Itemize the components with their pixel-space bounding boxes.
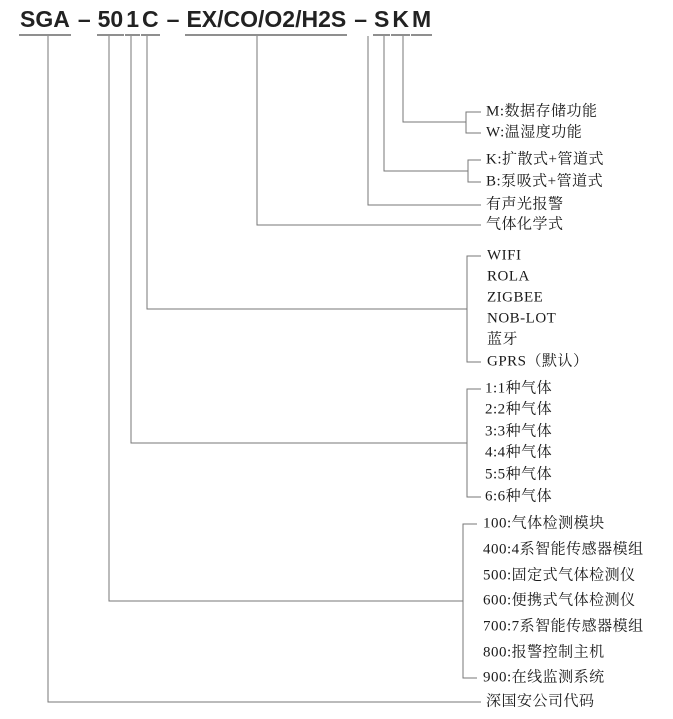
segment-sampling-type: K (391, 6, 410, 36)
label-series-100: 100:气体检测模块 (483, 515, 605, 532)
label-series-800: 800:报警控制主机 (483, 644, 605, 661)
segment-alarm: S (373, 6, 390, 36)
label-series-700: 700:7系智能传感器模组 (483, 618, 644, 635)
bracket-m-w (466, 112, 481, 133)
line-m-to-bracket (403, 36, 466, 122)
label-series-900: 900:在线监测系统 (483, 669, 605, 686)
segment-dash-3: – (354, 6, 368, 32)
label-comm-nob-lot: NOB-LOT (487, 310, 557, 327)
segment-function: M (411, 6, 432, 36)
segment-gas-count: 1 (125, 6, 140, 36)
line-series-to-bracket (109, 36, 463, 601)
label-comm-gprs: GPRS（默认） (487, 353, 589, 370)
line-sga-to-company-code (48, 36, 481, 702)
line-formula-to-label (257, 36, 481, 225)
label-comm-zigbee: ZIGBEE (487, 289, 544, 306)
label-gas-3: 3:3种气体 (485, 423, 553, 440)
label-gas-6: 6:6种气体 (485, 488, 553, 505)
bracket-k-b (468, 160, 481, 182)
label-comm-wifi: WIFI (487, 247, 522, 264)
segment-gas-formula: EX/CO/O2/H2S (185, 6, 347, 36)
label-series-400: 400:4系智能传感器模组 (483, 541, 644, 558)
line-k-to-bracket (384, 36, 468, 171)
segment-dash-2: – (166, 6, 180, 32)
bracket-gas-count (467, 389, 481, 497)
label-series-500: 500:固定式气体检测仪 (483, 567, 636, 584)
line-alarm-to-label (368, 36, 481, 205)
bracket-series (463, 524, 477, 678)
label-sound-light-alarm: 有声光报警 (486, 196, 564, 213)
label-gas-formula: 气体化学式 (486, 216, 564, 233)
label-company-code: 深国安公司代码 (486, 693, 595, 710)
label-k-diffusion-duct: K:扩散式+管道式 (486, 151, 604, 168)
label-gas-4: 4:4种气体 (485, 444, 553, 461)
segment-communication: C (141, 6, 160, 36)
label-m-data-storage: M:数据存储功能 (486, 103, 598, 120)
segment-dash-1: – (77, 6, 91, 32)
label-b-pump-duct: B:泵吸式+管道式 (486, 173, 604, 190)
label-gas-2: 2:2种气体 (485, 401, 553, 418)
segment-series: 50 (97, 6, 125, 36)
label-gas-5: 5:5种气体 (485, 466, 553, 483)
label-w-temp-humidity: W:温湿度功能 (486, 124, 583, 141)
label-comm-bluetooth: 蓝牙 (487, 331, 519, 348)
line-gas-count-to-bracket (131, 36, 467, 443)
label-series-600: 600:便携式气体检测仪 (483, 592, 636, 609)
label-gas-1: 1:1种气体 (485, 380, 553, 397)
label-comm-rola: ROLA (487, 268, 530, 285)
line-comm-to-bracket (147, 36, 467, 309)
segment-company-code: SGA (19, 6, 71, 36)
bracket-communication (467, 256, 481, 362)
